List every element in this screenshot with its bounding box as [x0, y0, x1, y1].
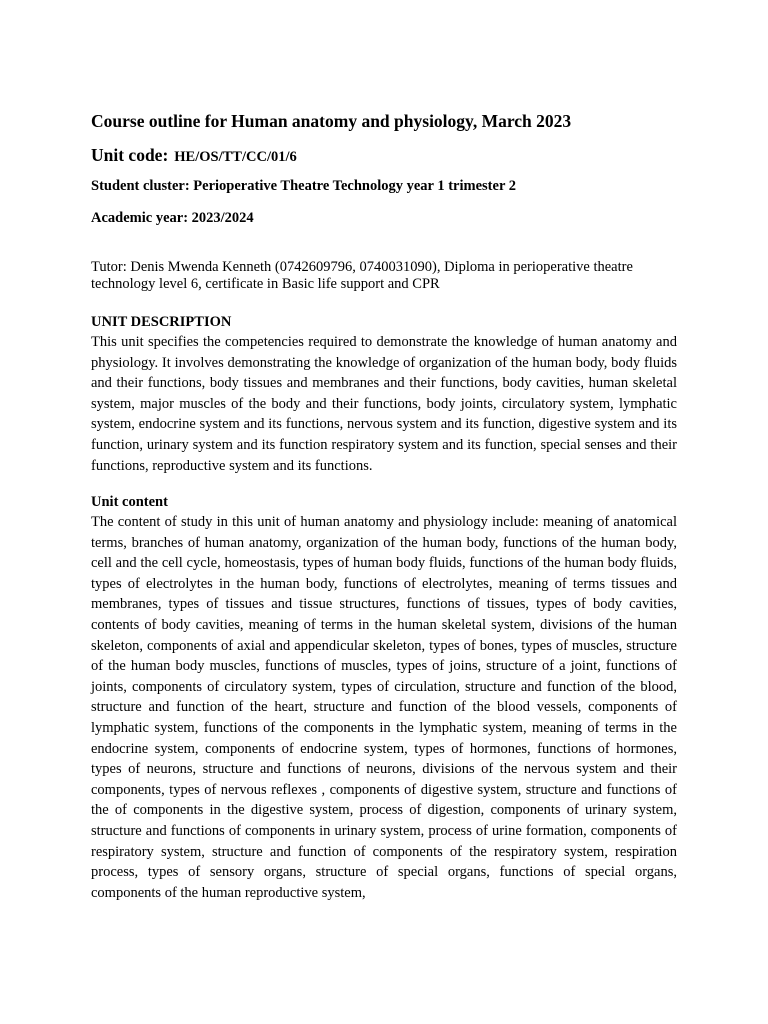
unit-content-body: The content of study in this unit of human anatomy and physiology include: meaning of anatomical terms, branches of human anatomy, organization of the human body, functions of the human body, cell and the cell cycle, homeostasis, types of human body fluids, functions of the human body fluids, types of electrolytes in the human body, functions of electrolytes, meaning of terms tissues and membranes, types of tissues and tissue structures, functions of tissues, types of body cavities, contents of body cavities, meaning of terms in the human skeletal system, divisions of the human skeleton, components of axial and appendicular skeleton, types of bones, types of muscles, structure of the human body muscles, functions of muscles, types of joins, structure of a joint, functions of joints, components of circulatory system, types of circulation, structure and function of the blood, structure and function of the heart, structure and function of the blood vessels, components of lymphatic system, functions of the components in the lymphatic system, meaning of terms in the endocrine system, components of endocrine system, types of hormones, functions of hormones, types of neurons, structure and functions of neurons, divisions of the nervous system and their components, types of nervous reflexes , components of digestive system, structure and functions of the of components in the digestive system, process of digestion, components of urinary system, structure and functions of components in urinary system, process of urine formation, components of respiratory system, structure and function of components of the respiratory system, respiration process, types of sensory organs, structure of special organs, functions of special organs, components of the human reproductive system,: [91, 514, 677, 901]
unit-description-section: [91, 312, 677, 476]
student-cluster: Student cluster: Perioperative Theatre Technology year 1 trimester 2: [91, 178, 516, 194]
unit-content-section: [91, 492, 677, 903]
academic-year: Academic year: 2023/2024: [91, 210, 254, 226]
unit-code-value: HE/OS/TT/CC/01/6: [174, 149, 297, 165]
tutor-info: Tutor: Denis Mwenda Kenneth (0742609796, 0740031090), Diploma in perioperative theatre technology level 6, certificate in Basic life support and CPR: [91, 259, 633, 292]
unit-description-body: This unit specifies the competencies required to demonstrate the knowledge of human anatomy and physiology. It involves demonstrating the knowledge of organization of the human body, body fluids and their functions, body tissues and membranes and their functions, body cavities, human skeletal system, major muscles of the body and their functions, body joints, circulatory system, lymphatic system, endocrine system and its functions, nervous system and its function, digestive system and its function, urinary system and its function respiratory system and its function, special senses and their functions, reproductive system and its functions.: [91, 334, 677, 474]
document-title: Course outline for Human anatomy and physiology, March 2023: [91, 111, 572, 131]
unit-code-label: Unit code:: [91, 145, 169, 165]
unit-code-line: [91, 145, 297, 166]
unit-description-heading: UNIT DESCRIPTION: [91, 314, 232, 330]
unit-content-heading: Unit content: [91, 494, 168, 510]
